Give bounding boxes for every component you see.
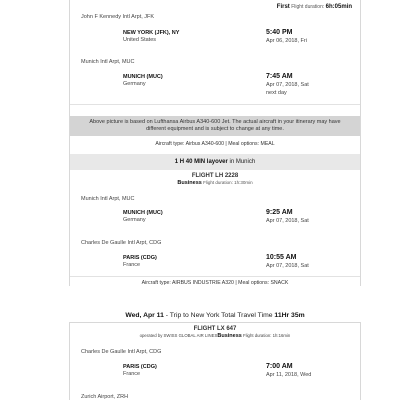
layover-bar: [70, 154, 360, 170]
itinerary-card-outbound: [69, 0, 361, 286]
seg1-aircraft-info: Aircraft type: Airbus A340-600 | Meal options: MEAL: [155, 141, 275, 147]
seg2-departure-airport: Munich Intl Arpt, MUC: [81, 196, 135, 202]
seg1-departure-date: Apr 06, 2018, Fri: [266, 38, 307, 44]
seg1-arrival-note: next day: [266, 90, 287, 96]
seg2-departure-country: Germany: [123, 217, 146, 223]
seg2-arrival-country: France: [123, 262, 141, 268]
seg1-departure-city: NEW YORK (JFK), NY: [123, 30, 180, 36]
seg2-arrival-airport: Charles De Gaulle Intl Arpt, CDG: [81, 240, 162, 246]
seg3-arrival-airport: Zurich Airport, ZRH: [81, 394, 129, 400]
seg2-class-line: [70, 180, 360, 186]
divider: [70, 104, 360, 105]
seg2-departure-city: MUNICH (MUC): [123, 210, 163, 216]
itinerary-card-return: [69, 322, 361, 400]
seg3-duration-value: 1h:16min: [272, 333, 291, 338]
seg2-arrival-time: 10:55 AM: [266, 254, 297, 261]
seg1-arrival-time: 7:45 AM: [266, 73, 293, 80]
seg2-class: Business: [177, 180, 202, 186]
seg1-arrival-city: MUNICH (MUC): [123, 74, 163, 80]
seg2-duration-value: 1h:30min: [234, 180, 253, 185]
seg2-flight-number: FLIGHT LH 2228: [191, 173, 239, 179]
seg3-duration-label: Flight duration:: [241, 333, 273, 338]
trip-header: [69, 312, 361, 319]
layover-duration: 1 H 40 MIN layover: [174, 159, 228, 165]
divider: [70, 276, 360, 277]
seg1-duration-label: Flight duration:: [291, 4, 325, 10]
seg2-arrival-date: Apr 07, 2018, Sat: [266, 263, 309, 269]
seg2-departure-date: Apr 07, 2018, Sat: [266, 218, 309, 224]
seg1-arrival-date: Apr 07, 2018, Sat: [266, 82, 309, 88]
seg2-departure-time: 9:25 AM: [266, 209, 293, 216]
seg1-departure-time: 5:40 PM: [266, 29, 293, 36]
layover-location: in Munich: [227, 159, 256, 165]
seg2-duration-label: Flight duration:: [201, 180, 235, 185]
seg1-arrival-country: Germany: [123, 81, 146, 87]
seg3-operated-by: operated by SWISS GLOBAL AIR LINES: [139, 333, 218, 338]
seg3-departure-time: 7:00 AM: [266, 363, 293, 370]
trip-text: - Trip to New York Total Travel Time: [163, 312, 275, 319]
seg1-arrival-airport: Munich Intl Arpt, MUC: [81, 59, 135, 65]
seg1-duration-value: 6h:05min: [325, 4, 352, 10]
seg1-class: First: [276, 4, 290, 10]
seg3-class: Business: [217, 333, 242, 339]
seg3-class-line: [70, 333, 360, 339]
seg1-departure-airport: John F Kennedy Intl Arpt, JFK: [81, 14, 155, 20]
seg3-departure-date: Apr 11, 2018, Wed: [266, 372, 312, 378]
seg1-departure-country: United States: [123, 37, 157, 43]
seg3-departure-airport: Charles De Gaulle Intl Arpt, CDG: [81, 349, 162, 355]
seg2-aircraft-info: Aircraft type: AIRBUS INDUSTRIE A320 | Meal options: SNACK: [141, 280, 289, 286]
seg3-flight-number: FLIGHT LX 647: [193, 326, 237, 332]
seg3-departure-country: France: [123, 371, 141, 377]
seg1-duration: [277, 4, 352, 10]
trip-total-time: 11Hr 35m: [274, 312, 305, 319]
seg2-arrival-city: PARIS (CDG): [123, 255, 157, 261]
trip-date: Wed, Apr 11: [125, 312, 164, 319]
equipment-note: Above picture is based on Lufthansa Airbus A340-600 Jet. The actual aircraft in your itinerary may have different equipment and is subject to change at any time.: [70, 116, 360, 136]
seg3-departure-city: PARIS (CDG): [123, 364, 157, 370]
